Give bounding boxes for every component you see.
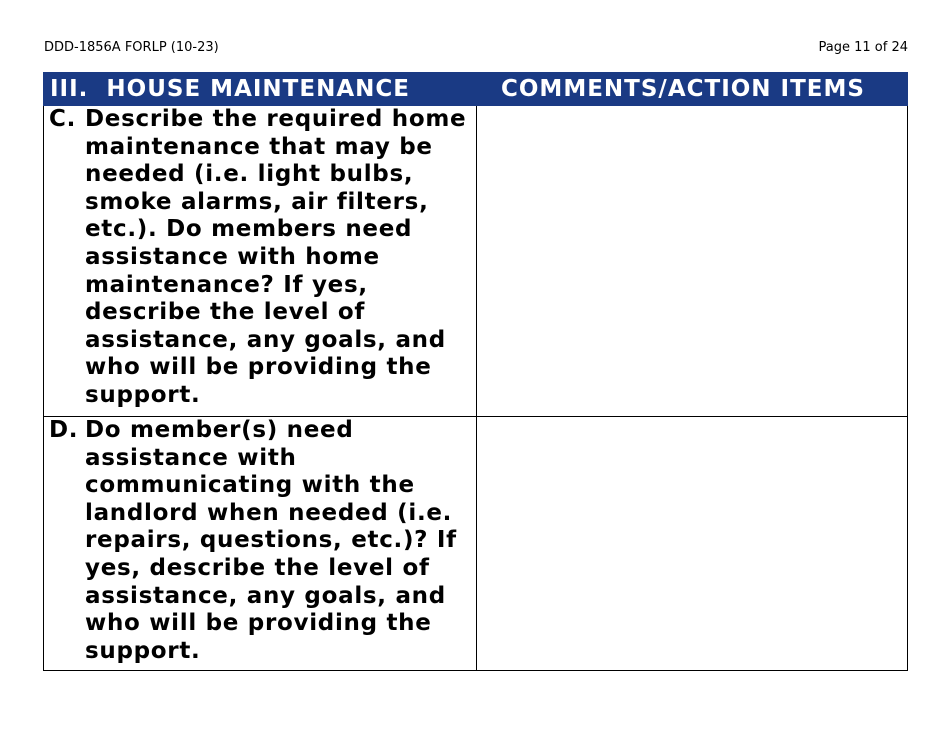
question-text: Do member(s) need assistance with communicating with the landlord when needed (i.e. repairs, questions, etc.)? If yes, describe the level of assistance, any goals, and who will be providing the support. [85, 417, 457, 664]
comment-field-c[interactable] [477, 106, 908, 417]
form-id: DDD-1856A FORLP (10-23) [44, 40, 219, 55]
house-maintenance-table [43, 72, 908, 671]
question-d [49, 417, 472, 665]
section-title: III. HOUSE MAINTENANCE [44, 73, 477, 106]
comment-field-d[interactable] [477, 417, 908, 671]
comments-header: COMMENTS/ACTION ITEMS [477, 73, 908, 106]
question-c [49, 106, 472, 410]
question-text: Describe the required home maintenance that may be needed (i.e. light bulbs, smoke alarms, air filters, etc.). Do members need assistance with home maintenance? If yes, describe the level of assistance, any goals, and who will be providing the support. [85, 106, 467, 408]
table-row [44, 417, 908, 671]
question-cell-d [44, 417, 477, 671]
table-header-row [44, 73, 908, 106]
question-letter: C. [49, 106, 77, 132]
page-number: Page 11 of 24 [818, 40, 908, 55]
question-cell-c [44, 106, 477, 417]
table-row [44, 106, 908, 417]
page-header [44, 40, 908, 60]
question-letter: D. [49, 417, 79, 443]
